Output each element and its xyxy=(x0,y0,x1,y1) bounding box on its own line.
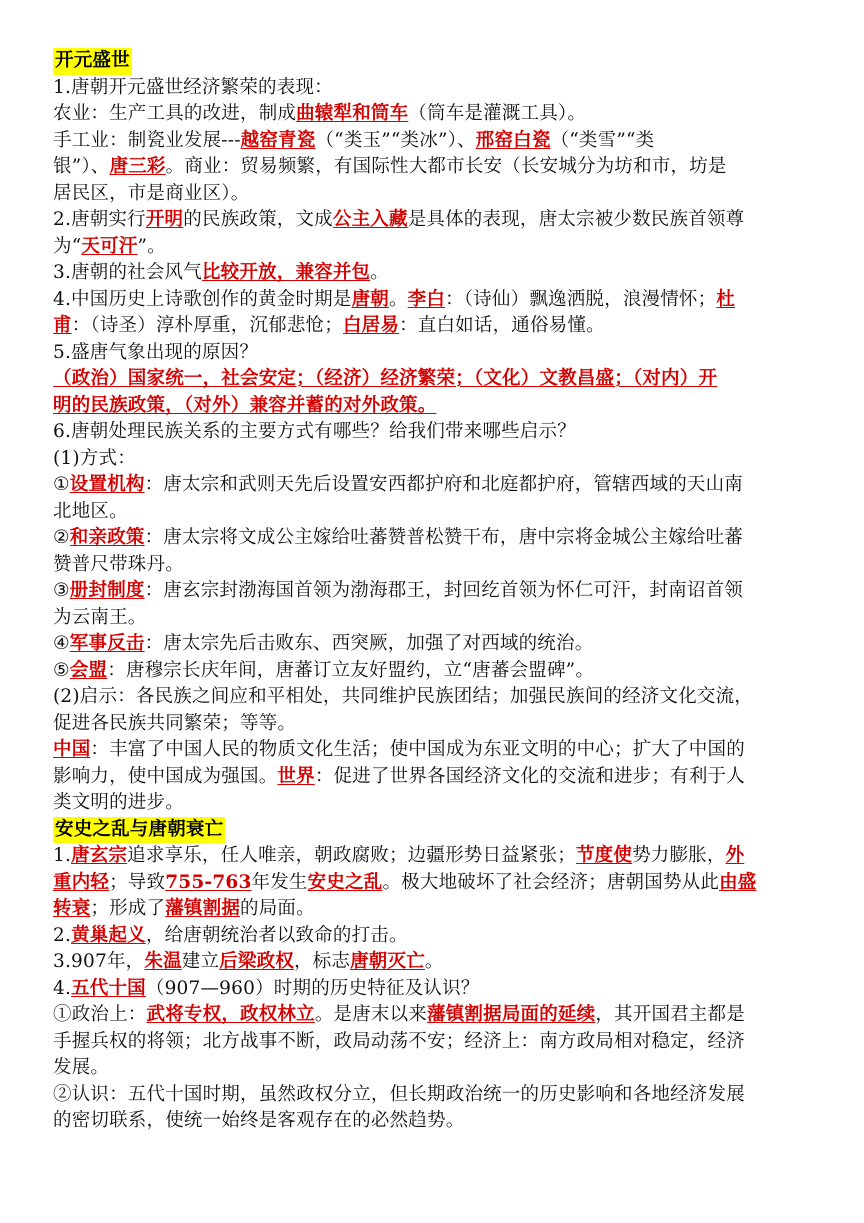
body-text: 4. xyxy=(53,977,72,999)
key-term: 和亲政策 xyxy=(69,527,145,548)
key-term: 朱温 xyxy=(144,951,182,972)
body-text: （筒车是灌溉工具）。 xyxy=(408,103,587,124)
body-text: ，给唐朝统治者以致命的打击。 xyxy=(145,924,408,946)
body-text: （907—960）时期的历史特征及认识？ xyxy=(145,977,480,999)
section-heading: 开元盛世 xyxy=(53,48,132,75)
text-line xyxy=(53,1082,813,1109)
body-text: ：促进了世界各国经济文化的交流和进步；有利于人 xyxy=(314,765,745,787)
body-text: 6.唐朝处理民族关系的主要方式有哪些？给我们带来哪些启示？ xyxy=(53,421,576,442)
body-text: 北地区。 xyxy=(53,500,128,522)
body-text: 发展。 xyxy=(53,1057,110,1078)
body-text: 。商业：贸易频繁，有国际性大都市长安（长安城分为坊和市，坊是 xyxy=(165,156,727,177)
key-term: 节度使 xyxy=(575,845,633,866)
key-term: 武将专权，政权林立 xyxy=(146,1004,315,1025)
body-text: 促进各民族共同繁荣；等等。 xyxy=(53,712,297,734)
body-text: ，标志 xyxy=(294,951,351,972)
text-line xyxy=(53,499,813,526)
body-text: ”。 xyxy=(137,235,166,257)
text-line xyxy=(53,1029,813,1056)
text-line xyxy=(53,101,813,128)
key-term: 唐朝 xyxy=(351,288,389,310)
key-term: 由盛 xyxy=(719,871,757,893)
body-text: 2. xyxy=(53,924,72,946)
body-text: ：（诗圣）淳朴厚重，沉郁悲怆； xyxy=(71,315,343,336)
body-text: ：唐玄宗封渤海国首领为渤海郡王，封回纥首领为怀仁可汗，封南诏首领 xyxy=(144,580,744,601)
body-text: 为“ xyxy=(53,235,82,257)
key-term: 安史之乱 xyxy=(307,871,383,893)
body-text: 追求享乐，任人唯亲，朝政腐败；边疆形势日益紧张； xyxy=(127,845,576,866)
key-term: 军事反击 xyxy=(69,633,145,654)
text-line xyxy=(53,260,813,287)
text-line xyxy=(53,128,813,155)
text-line xyxy=(53,605,813,632)
text-line xyxy=(53,578,813,605)
key-term: 藩镇割据局面的延续 xyxy=(427,1004,596,1025)
body-text: 。是唐末以来 xyxy=(314,1004,428,1025)
key-term: 邢窑白瓷 xyxy=(475,129,551,151)
body-text: 。 xyxy=(388,288,408,310)
body-text: （“类玉”“类冰”）、 xyxy=(315,129,476,151)
body-text: (1)方式： xyxy=(53,447,136,469)
body-text: （“类雪”“类 xyxy=(550,129,655,151)
text-line xyxy=(53,181,813,208)
key-term: 册封制度 xyxy=(69,580,145,601)
body-text: ；形成了 xyxy=(90,898,166,919)
body-text: ：丰富了中国人民的物质文化生活；使中国成为东亚文明的中心；扩大了中国的 xyxy=(90,739,745,760)
body-text: 。极大地破坏了社会经济；唐朝国势从此 xyxy=(382,871,720,893)
text-line xyxy=(53,75,813,102)
key-term: 设置机构 xyxy=(69,474,145,495)
body-text: ：（诗仙）飘逸洒脱，浪漫情怀； xyxy=(445,288,717,310)
body-text: 手握兵权的将领；北方战事不断，政局动荡不安；经济上：南方政局相对稳定，经济 xyxy=(53,1030,745,1052)
body-text: 1.唐朝开元盛世经济繁荣的表现： xyxy=(53,76,333,98)
text-line xyxy=(53,711,813,738)
key-term: 越窑青瓷 xyxy=(240,129,316,151)
body-text: 影响力，使中国成为强国。 xyxy=(53,765,278,787)
body-text: ④ xyxy=(53,633,70,654)
text-line xyxy=(53,234,813,261)
body-text: ① xyxy=(53,474,70,495)
text-line xyxy=(53,1108,813,1135)
body-text: ：唐太宗将文成公主嫁给吐蕃赞普松赞干布，唐中宗将金城公主嫁给吐蕃 xyxy=(144,527,744,548)
body-text: ：唐太宗先后击败东、西突厥，加强了对西域的统治。 xyxy=(144,633,594,654)
body-text: ⑤ xyxy=(53,659,70,681)
text-line xyxy=(53,154,813,181)
body-text: 居民区，市是商业区）。 xyxy=(53,182,250,204)
key-term: 李白 xyxy=(407,288,446,310)
body-text: 银”）、 xyxy=(53,156,110,177)
text-line xyxy=(53,366,813,393)
text-line xyxy=(53,976,813,1003)
text-line xyxy=(53,737,813,764)
key-term: 曲辕犁和筒车 xyxy=(296,103,409,124)
key-term: 五代十国 xyxy=(71,977,146,999)
text-line xyxy=(53,446,813,473)
text-line xyxy=(53,1055,813,1082)
text-line xyxy=(53,552,813,579)
body-text: 的民族政策，文成 xyxy=(183,209,333,230)
key-term: 中国 xyxy=(53,739,91,760)
body-text: 赞普尺带珠丹。 xyxy=(53,553,184,575)
text-line xyxy=(53,313,813,340)
key-term: 明的民族政策，（对外）兼容并蓄的对外政策。 xyxy=(53,394,437,416)
body-text: 为云南王。 xyxy=(53,606,147,628)
key-term: （政治）国家统一，社会安定；（经济）经济繁荣；（文化）文教昌盛；（对内）开 xyxy=(53,368,718,389)
text-line xyxy=(53,207,813,234)
text-line xyxy=(53,790,813,817)
body-text: ：唐穆宗长庆年间，唐蕃订立友好盟约，立“唐蕃会盟碑”。 xyxy=(107,659,595,681)
text-line xyxy=(53,1002,813,1029)
key-term: 藩镇割据 xyxy=(165,898,241,919)
document-page xyxy=(53,48,813,1135)
text-line xyxy=(53,923,813,950)
key-term: 世界 xyxy=(277,765,315,787)
body-text: 是具体的表现，唐太宗被少数民族首领尊 xyxy=(407,209,745,230)
key-term: 甫 xyxy=(53,315,72,336)
body-text: 4.中国历史上诗歌创作的黄金时期是 xyxy=(53,288,352,310)
text-line xyxy=(53,870,813,897)
text-line xyxy=(53,949,813,976)
key-term: 比较开放，兼容并包 xyxy=(201,262,371,283)
text-line xyxy=(53,684,813,711)
body-text: ②认识：五代十国时期，虽然政权分立，但长期政治统一的历史影响和各地经济发展 xyxy=(53,1083,745,1105)
key-term: 755-763 xyxy=(165,871,252,893)
body-text: (2)启示：各民族之间应和平相处，共同维护民族团结；加强民族间的经济文化交流， xyxy=(53,686,754,707)
body-text: 类文明的进步。 xyxy=(53,792,184,813)
body-text: ③ xyxy=(53,580,70,601)
text-line xyxy=(53,658,813,685)
key-term: 天可汗 xyxy=(81,235,138,257)
text-line xyxy=(53,817,813,844)
key-term: 重内轻 xyxy=(53,871,110,893)
body-text: ：唐太宗和武则天先后设置安西都护府和北庭都护府，管辖西域的天山南 xyxy=(144,474,744,495)
body-text: 手工业：制瓷业发展--- xyxy=(53,129,241,151)
body-text: 3.唐朝的社会风气 xyxy=(53,262,202,283)
key-term: 后梁政权 xyxy=(219,951,294,972)
key-term: 唐朝灭亡 xyxy=(350,951,425,972)
body-text: ；导致 xyxy=(109,871,166,893)
body-text: 的密切联系，使统一始终是客观存在的必然趋势。 xyxy=(53,1110,465,1131)
text-line xyxy=(53,340,813,367)
key-term: 唐玄宗 xyxy=(71,845,128,866)
text-line xyxy=(53,472,813,499)
text-line xyxy=(53,843,813,870)
section-heading: 安史之乱与唐朝衰亡 xyxy=(53,817,225,844)
body-text: 3.907年， xyxy=(53,951,145,972)
body-text: 。 xyxy=(424,951,444,972)
text-line xyxy=(53,896,813,923)
body-text: 1. xyxy=(53,845,72,866)
body-text: 建立 xyxy=(181,951,220,972)
body-text: ①政治上： xyxy=(53,1004,147,1025)
key-term: 杜 xyxy=(716,288,736,310)
key-term: 开明 xyxy=(145,209,184,230)
key-term: 白居易 xyxy=(342,315,400,336)
key-term: 会盟 xyxy=(69,659,108,681)
body-text: 的局面。 xyxy=(240,898,315,919)
body-text: ，其开国君主都是 xyxy=(595,1004,745,1025)
text-line xyxy=(53,764,813,791)
body-text: ② xyxy=(53,527,70,548)
text-line xyxy=(53,48,813,75)
body-text: ：直白如话，通俗易懂。 xyxy=(399,315,605,336)
key-term: 唐三彩 xyxy=(109,156,166,177)
text-line xyxy=(53,631,813,658)
body-text: 2.唐朝实行 xyxy=(53,209,146,230)
key-term: 公主入藏 xyxy=(332,209,408,230)
body-text: 。 xyxy=(370,262,389,283)
key-term: 外 xyxy=(725,845,745,866)
text-line xyxy=(53,287,813,314)
text-line xyxy=(53,525,813,552)
text-line xyxy=(53,393,813,420)
key-term: 转衰 xyxy=(53,898,91,919)
key-term: 黄巢起义 xyxy=(71,924,146,946)
body-text: 5.盛唐气象出现的原因？ xyxy=(53,341,259,363)
body-text: 农业：生产工具的改进，制成 xyxy=(53,103,297,124)
text-line xyxy=(53,419,813,446)
body-text: 势力膨胀， xyxy=(632,845,726,866)
body-text: 年发生 xyxy=(251,871,308,893)
